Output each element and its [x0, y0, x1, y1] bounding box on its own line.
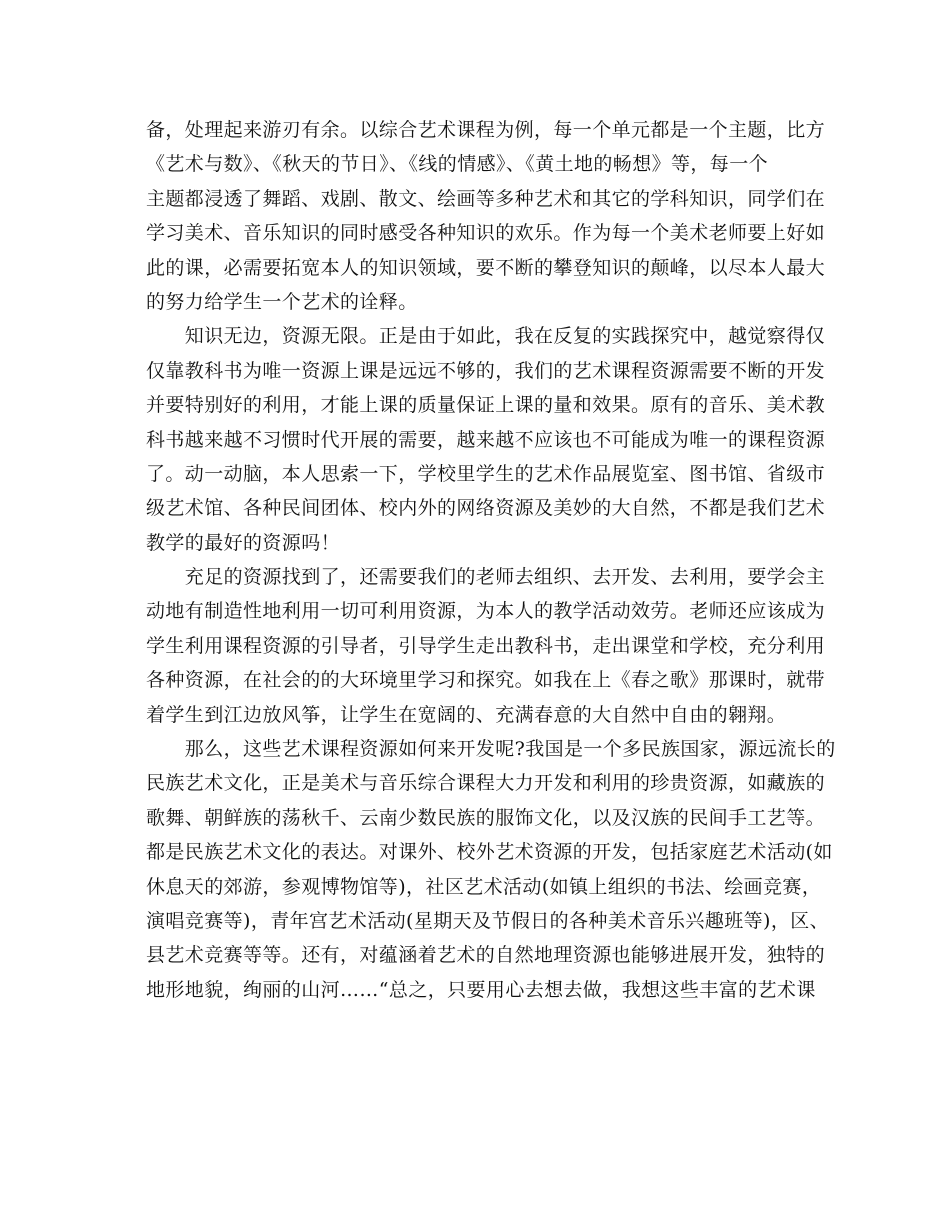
text-line: 仅靠教科书为唯一资源上课是远远不够的，我们的艺术课程资源需要不断的开发 [146, 359, 826, 382]
text-line: 教学的最好的资源吗！ [146, 531, 341, 554]
text-line: 学生利用课程资源的引导者，引导学生走出教科书，走出课堂和学校，充分利用 [146, 634, 826, 657]
text-line: 充足的资源找到了，还需要我们的老师去组织、去开发、去利用，要学会主 [146, 566, 826, 589]
text-line: 歌舞、朝鲜族的荡秋千、云南少数民族的服饰文化，以及汉族的民间手工艺等。 [146, 806, 826, 829]
text-line: 级艺术馆、各种民间团体、校内外的网络资源及美妙的大自然，不都是我们艺术 [146, 497, 826, 520]
body-text [146, 113, 836, 1007]
text-line: 主题都浸透了舞蹈、戏剧、散文、绘画等多种艺术和其它的学科知识，同学们在 [146, 187, 826, 210]
text-line: 都是民族艺术文化的表达。对课外、校外艺术资源的开发，包括家庭艺术活动(如 [146, 841, 833, 864]
text-line: 知识无边，资源无限。正是由于如此，我在反复的实践探究中，越觉察得仅 [146, 325, 826, 348]
text-line: 学习美术、音乐知识的同时感受各种知识的欢乐。作为每一个美术老师要上好如 [146, 222, 826, 245]
text-line: 备，处理起来游刃有余。以综合艺术课程为例，每一个单元都是一个主题，比方 [146, 119, 826, 141]
text-line: 休息天的郊游，参观博物馆等)，社区艺术活动(如镇上组织的书法、绘画竞赛， [146, 875, 822, 898]
text-line: 《艺术与数》、《秋天的节日》、《线的情感》、《黄土地的畅想》等，每一个 [146, 153, 769, 176]
text-line: 着学生到江边放风筝，让学生在宽阔的、充满春意的大自然中自由的翱翔。 [146, 703, 787, 726]
text-line: 县艺术竞赛等等。还有，对蕴涵着艺术的自然地理资源也能够进展开发，独特的 [146, 944, 826, 967]
text-line: 的努力给学生一个艺术的诠释。 [146, 290, 418, 313]
text-line: 民族艺术文化，正是美术与音乐综合课程大力开发和利用的珍贵资源，如藏族的 [146, 772, 826, 795]
text-line: 那么，这些艺术课程资源如何来开发呢?我国是一个多民族国家，源远流长的 [146, 738, 836, 761]
text-line: 了。动一动脑，本人思索一下，学校里学生的艺术作品展览室、图书馆、省级市 [146, 462, 826, 485]
text-line: 地形地貌，绚丽的山河……“总之，只要用心去想去做，我想这些丰富的艺术课 [146, 978, 816, 1001]
text-line: 各种资源，在社会的的大环境里学习和探究。如我在上《春之歌》那课时，就带 [146, 669, 826, 692]
text-line: 并要特别好的利用，才能上课的质量保证上课的量和效果。原有的音乐、美术教 [146, 394, 826, 417]
text-line: 科书越来越不习惯时代开展的需要，越来越不应该也不可能成为唯一的课程资源 [146, 428, 826, 451]
text-line: 动地有制造性地利用一切可利用资源，为本人的教学活动效劳。老师还应该成为 [146, 600, 826, 623]
text-line: 演唱竞赛等)，青年宫艺术活动(星期天及节假日的各种美术音乐兴趣班等)，区、 [146, 909, 830, 932]
text-line: 此的课，必需要拓宽本人的知识领域，要不断的攀登知识的颠峰，以尽本人最大 [146, 256, 826, 279]
